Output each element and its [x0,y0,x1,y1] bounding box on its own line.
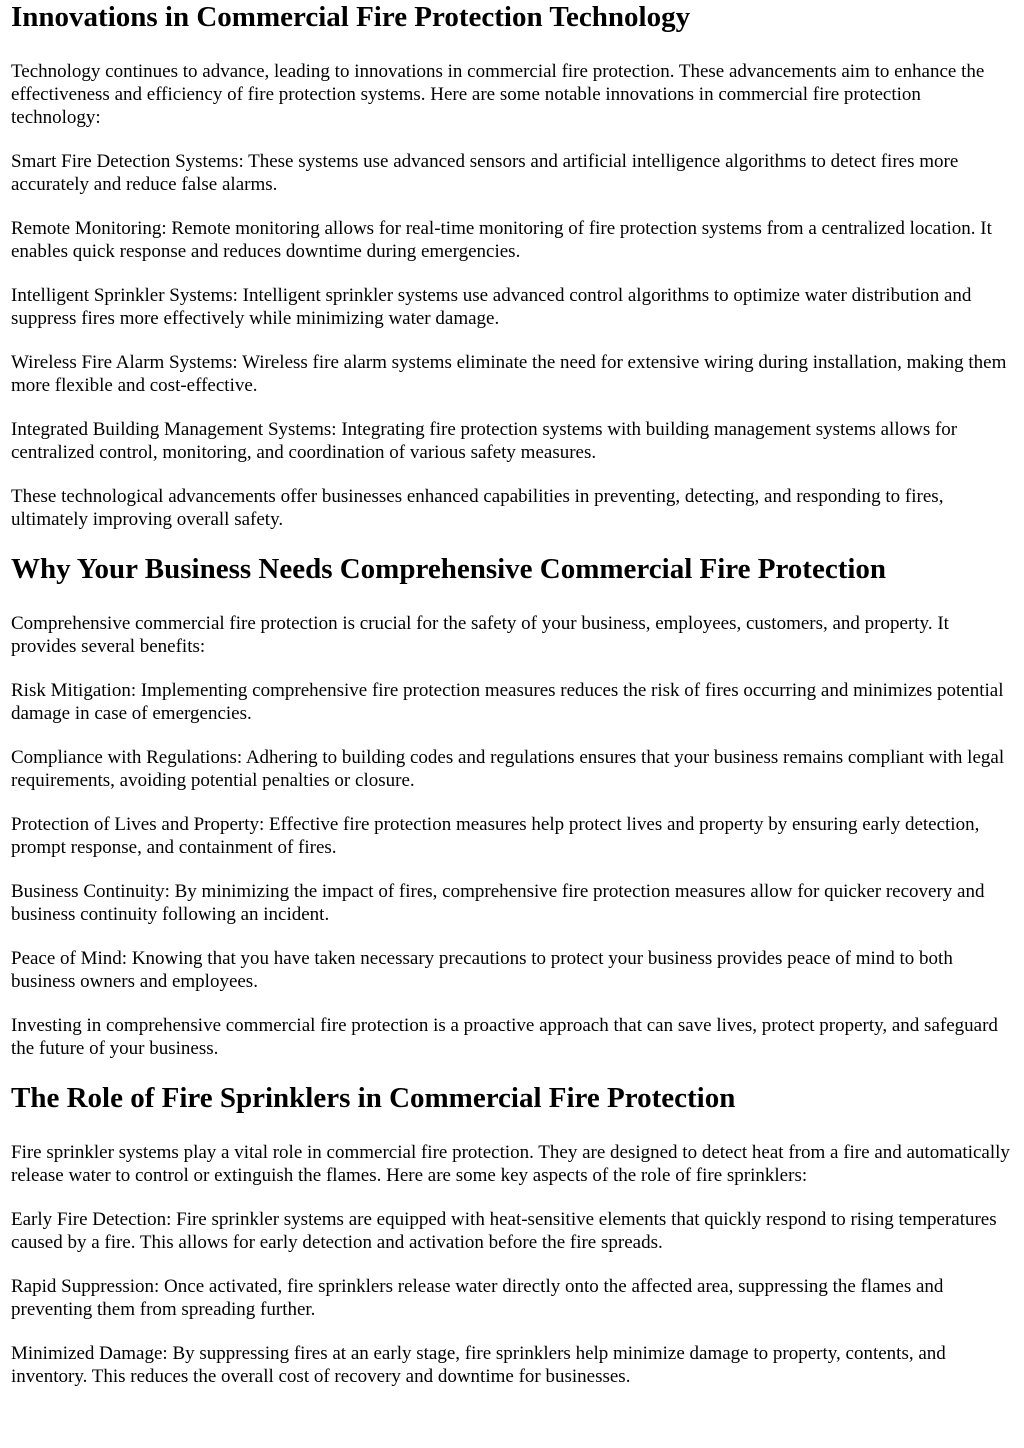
paragraph: Risk Mitigation: Implementing comprehensive fire protection measures reduces the risk of fires occurring and minimizes potential damage in case of emergencies. [11,680,1004,724]
paragraph: Peace of Mind: Knowing that you have taken necessary precautions to protect your business provides peace of mind to both business owners and employees. [11,948,953,992]
section-innovations [11,0,1013,531]
paragraph: Compliance with Regulations: Adhering to building codes and regulations ensures that your business remains compliant with legal requirements, avoiding potential penalties or closure. [11,747,1005,791]
section-fire-sprinklers [11,1081,1013,1388]
paragraph: These technological advancements offer businesses enhanced capabilities in preventing, detecting, and responding to fires, ultimately improving overall safety. [11,486,944,530]
paragraph: Integrated Building Management Systems: Integrating fire protection systems with building management systems allows for centralized control, monitoring, and coordination of various safety measures. [11,419,958,463]
paragraph: Comprehensive commercial fire protection is crucial for the safety of your business, employees, customers, and property. It provides several benefits: [11,613,949,657]
paragraph: Minimized Damage: By suppressing fires at an early stage, fire sprinklers help minimize damage to property, contents, and inventory. This reduces the overall cost of recovery and downtime for businesses. [11,1343,946,1387]
section-heading: Innovations in Commercial Fire Protection Technology [11,1,691,33]
paragraph: Technology continues to advance, leading to innovations in commercial fire protection. These advancements aim to enhance the effectiveness and efficiency of fire protection systems. Here are some notable innovations in commercial fire protection technology: [11,61,985,128]
paragraph: Fire sprinkler systems play a vital role in commercial fire protection. They are designed to detect heat from a fire and automatically release water to control or extinguish the flames. Here are some key aspects of the role of fire sprinklers: [11,1142,1010,1186]
paragraph: Remote Monitoring: Remote monitoring allows for real-time monitoring of fire protection systems from a centralized location. It enables quick response and reduces downtime during emergencies. [11,218,992,262]
section-why-business-needs [11,552,1013,1060]
paragraph: Wireless Fire Alarm Systems: Wireless fire alarm systems eliminate the need for extensive wiring during installation, making them more flexible and cost-effective. [11,352,1007,396]
paragraph: Investing in comprehensive commercial fire protection is a proactive approach that can save lives, protect property, and safeguard the future of your business. [11,1015,998,1059]
section-heading: Why Your Business Needs Comprehensive Commercial Fire Protection [11,553,887,585]
paragraph: Intelligent Sprinkler Systems: Intelligent sprinkler systems use advanced control algorithms to optimize water distribution and suppress fires more effectively while minimizing water damage. [11,285,972,329]
section-heading: The Role of Fire Sprinklers in Commercial Fire Protection [11,1082,736,1114]
paragraph: Protection of Lives and Property: Effective fire protection measures help protect lives and property by ensuring early detection, prompt response, and containment of fires. [11,814,980,858]
paragraph: Rapid Suppression: Once activated, fire sprinklers release water directly onto the affected area, suppressing the flames and preventing them from spreading further. [11,1276,944,1320]
paragraph: Early Fire Detection: Fire sprinkler systems are equipped with heat-sensitive elements that quickly respond to rising temperatures caused by a fire. This allows for early detection and activation before the fire spreads. [11,1209,997,1253]
paragraph: Smart Fire Detection Systems: These systems use advanced sensors and artificial intelligence algorithms to detect fires more accurately and reduce false alarms. [11,151,959,195]
paragraph: Business Continuity: By minimizing the impact of fires, comprehensive fire protection measures allow for quicker recovery and business continuity following an incident. [11,881,985,925]
